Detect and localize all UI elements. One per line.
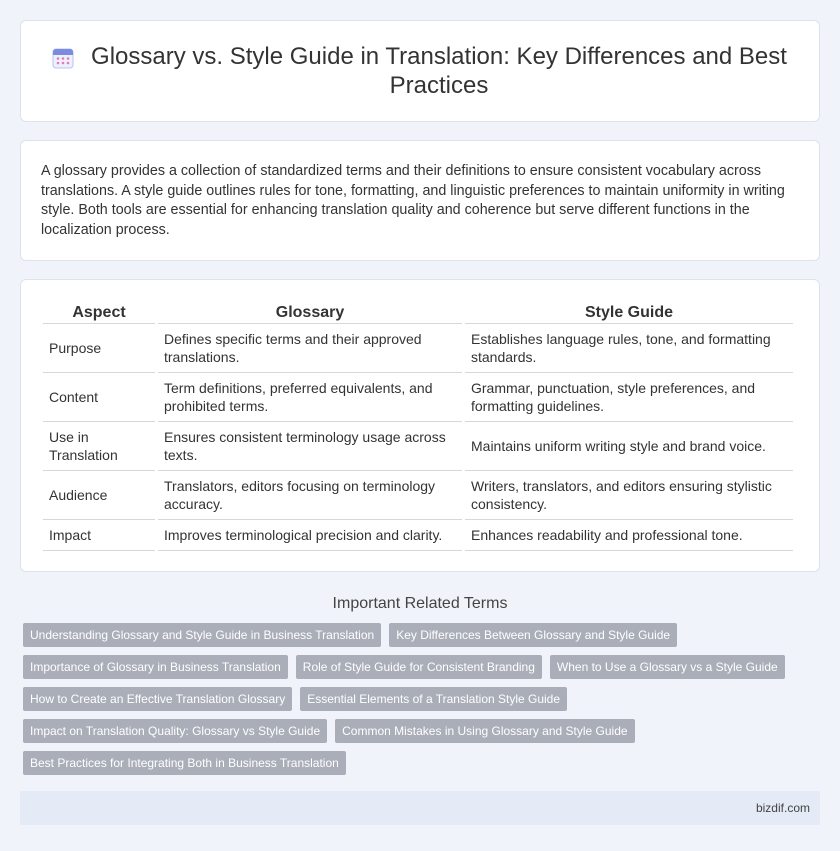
cell-aspect: Purpose	[43, 324, 155, 373]
related-term-tag[interactable]: Common Mistakes in Using Glossary and Style Guide	[335, 719, 634, 743]
page-title: Glossary vs. Style Guide in Translation: Key Differences and Best Practices	[91, 43, 787, 99]
comparison-table	[40, 300, 796, 551]
header-aspect: Aspect	[43, 300, 155, 324]
related-terms-section	[20, 572, 820, 775]
calendar-icon	[51, 46, 75, 70]
related-term-tag[interactable]: Understanding Glossary and Style Guide in Business Translation	[23, 623, 381, 647]
header-card	[20, 20, 820, 122]
table-row	[43, 520, 793, 551]
table-row	[43, 373, 793, 422]
related-term-tag[interactable]: Key Differences Between Glossary and Style Guide	[389, 623, 677, 647]
cell-glossary: Term definitions, preferred equivalents, and prohibited terms.	[158, 373, 462, 422]
table-row	[43, 324, 793, 373]
cell-style-guide: Grammar, punctuation, style preferences, and formatting guidelines.	[465, 373, 793, 422]
cell-glossary: Defines specific terms and their approved translations.	[158, 324, 462, 373]
comparison-card	[20, 279, 820, 572]
cell-aspect: Use in Translation	[43, 422, 155, 471]
table-header-row	[43, 300, 793, 324]
intro-text: A glossary provides a collection of standardized terms and their definitions to ensure consistent vocabulary across translations. A style guide outlines rules for tone, formatting, and linguistic preferences to maintain uniformity in writing style. Both tools are essential for enhancing translation quality and coherence but serve different functions in the localization process.	[41, 163, 785, 238]
related-term-tag[interactable]: Essential Elements of a Translation Style Guide	[300, 687, 567, 711]
related-terms-title: Important Related Terms	[332, 595, 508, 612]
related-term-tag[interactable]: Impact on Translation Quality: Glossary vs Style Guide	[23, 719, 327, 743]
cell-aspect: Impact	[43, 520, 155, 551]
cell-style-guide: Enhances readability and professional tone.	[465, 520, 793, 551]
footer	[20, 791, 820, 825]
intro-card	[20, 140, 820, 261]
cell-glossary: Translators, editors focusing on terminology accuracy.	[158, 471, 462, 520]
cell-glossary: Ensures consistent terminology usage across texts.	[158, 422, 462, 471]
related-term-tag[interactable]: Best Practices for Integrating Both in Business Translation	[23, 751, 346, 775]
header-style-guide: Style Guide	[465, 300, 793, 324]
related-terms-tags	[20, 623, 820, 775]
table-row	[43, 422, 793, 471]
cell-glossary: Improves terminological precision and clarity.	[158, 520, 462, 551]
related-term-tag[interactable]: Importance of Glossary in Business Translation	[23, 655, 288, 679]
header-glossary: Glossary	[158, 300, 462, 324]
related-term-tag[interactable]: When to Use a Glossary vs a Style Guide	[550, 655, 785, 679]
footer-brand[interactable]: bizdif.com	[755, 801, 810, 815]
cell-aspect: Audience	[43, 471, 155, 520]
table-row	[43, 471, 793, 520]
cell-aspect: Content	[43, 373, 155, 422]
related-term-tag[interactable]: Role of Style Guide for Consistent Branding	[296, 655, 542, 679]
header-inner	[51, 42, 789, 100]
related-term-tag[interactable]: How to Create an Effective Translation Glossary	[23, 687, 292, 711]
cell-style-guide: Maintains uniform writing style and brand voice.	[465, 422, 793, 471]
cell-style-guide: Establishes language rules, tone, and formatting standards.	[465, 324, 793, 373]
cell-style-guide: Writers, translators, and editors ensuring stylistic consistency.	[465, 471, 793, 520]
